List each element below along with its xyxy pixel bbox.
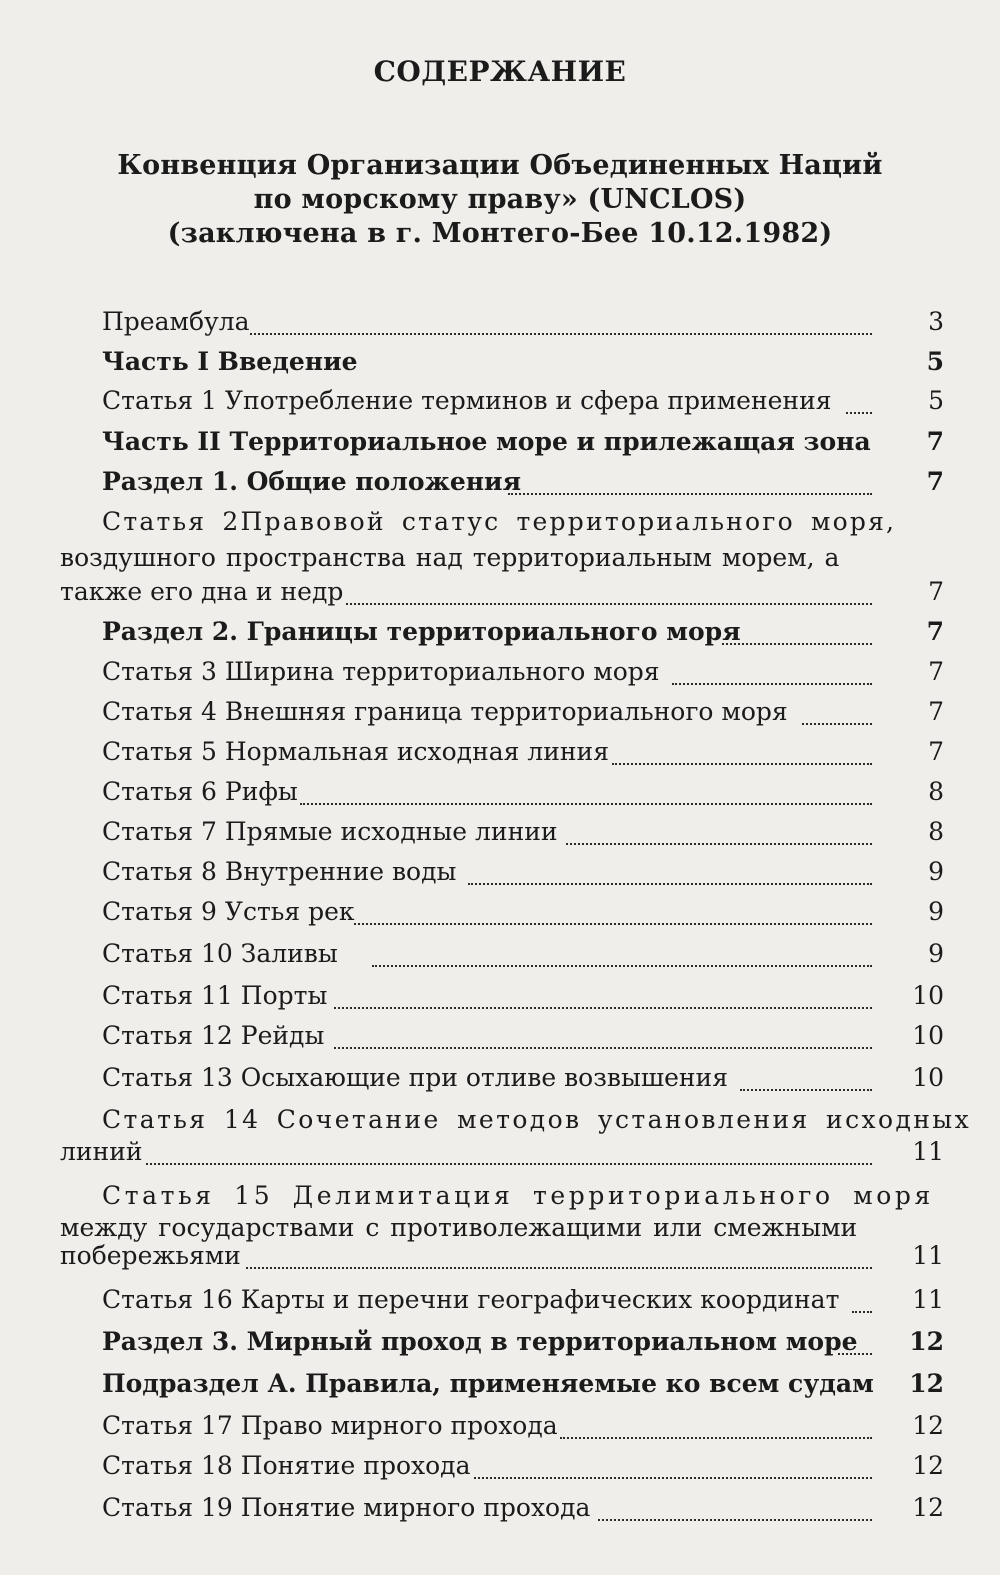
toc-entry-label: Раздел 2. Границы территориального моря <box>102 617 741 646</box>
dot-leader <box>672 683 872 685</box>
dot-leader <box>146 1163 872 1165</box>
toc-entry-label-line-2: линий <box>60 1137 143 1166</box>
dot-leader <box>740 1089 872 1091</box>
dot-leader <box>722 643 872 645</box>
toc-page-number: 11 <box>912 1137 944 1166</box>
toc-entry-label: Статья 5 Нормальная исходная линия <box>102 737 609 766</box>
toc-entry-label: Часть II Территориальное море и прилежащая зона <box>102 427 871 456</box>
toc-entry-label: Статья 19 Понятие мирного прохода <box>102 1493 591 1522</box>
convention-title-line-2: по морскому праву» (UNCLOS) <box>253 184 747 215</box>
toc-entry-label-line-3: также его дна и недр <box>60 577 344 606</box>
toc-page-number: 5 <box>928 386 944 415</box>
toc-page-number: 11 <box>912 1285 944 1314</box>
toc-entry-label-line-1: Статья 15 Делимитация территориального моря <box>102 1181 934 1210</box>
toc-entry-label-line-1: Статья 2Правовой статус территориального моря, <box>102 507 897 536</box>
toc-page-number: 7 <box>928 697 944 726</box>
toc-page-number: 12 <box>912 1451 944 1480</box>
toc-entry-label: Статья 12 Рейды <box>102 1021 325 1050</box>
toc-entry-label: Подраздел А. Правила, применяемые ко всем судам <box>102 1369 874 1398</box>
toc-page-number: 8 <box>928 777 944 806</box>
toc-entry-label: Статья 17 Право мирного прохода <box>102 1411 558 1440</box>
convention-title-line-3: (заключена в г. Монтего-Бее 10.12.1982) <box>167 218 833 249</box>
dot-leader <box>612 763 872 765</box>
toc-page-number: 9 <box>928 857 944 886</box>
dot-leader <box>508 493 872 495</box>
toc-page-number: 12 <box>909 1327 944 1356</box>
dot-leader <box>246 1267 872 1269</box>
dot-leader <box>838 1353 872 1355</box>
toc-page-number: 7 <box>928 577 944 606</box>
toc-page-number: 8 <box>928 817 944 846</box>
dot-leader <box>334 1007 872 1009</box>
toc-page-number: 10 <box>912 1021 944 1050</box>
toc-page-number: 12 <box>909 1369 944 1398</box>
toc-entry-label: Статья 13 Осыхающие при отливе возвышения <box>102 1063 728 1092</box>
toc-page-number: 7 <box>928 737 944 766</box>
toc-page-number: 9 <box>928 939 944 968</box>
toc-entry-label: Статья 7 Прямые исходные линии <box>102 817 558 846</box>
toc-page-number: 12 <box>912 1493 944 1522</box>
toc-entry-label: Раздел 1. Общие положения <box>102 467 522 496</box>
dot-leader <box>346 603 872 605</box>
dot-leader <box>334 1047 872 1049</box>
toc-page-number: 10 <box>912 1063 944 1092</box>
dot-leader <box>560 1437 872 1439</box>
dot-leader <box>852 1311 872 1313</box>
toc-entry-label: Статья 18 Понятие прохода <box>102 1451 471 1480</box>
toc-page-number: 7 <box>926 467 944 496</box>
dot-leader <box>300 803 872 805</box>
dot-leader <box>468 883 872 885</box>
toc-entry-label: Статья 4 Внешняя граница территориального моря <box>102 697 788 726</box>
toc-entry-label: Статья 10 Заливы <box>102 939 338 968</box>
toc-entry-label-line-2: между государствами с противолежащими или смежными <box>60 1213 858 1242</box>
toc-entry-label: Статья 16 Карты и перечни географических координат <box>102 1285 840 1314</box>
toc-entry-label-line-2: воздушного пространства над территориальным морем, а <box>60 543 840 572</box>
dot-leader <box>372 965 872 967</box>
toc-page-number: 12 <box>912 1411 944 1440</box>
toc-entry-label: Статья 9 Устья рек <box>102 897 355 926</box>
dot-leader <box>846 412 872 414</box>
toc-entry-label-line-3: побережьями <box>60 1241 241 1270</box>
dot-leader <box>250 333 872 335</box>
dot-leader <box>802 723 872 725</box>
dot-leader <box>566 843 872 845</box>
toc-page-number: 7 <box>928 657 944 686</box>
toc-entry-label-line-1: Статья 14 Сочетание методов установления исходных <box>102 1105 972 1134</box>
toc-entry-label: Статья 11 Порты <box>102 981 328 1010</box>
toc-page-number: 3 <box>928 307 944 336</box>
toc-entry-label: Статья 1 Употребление терминов и сфера применения <box>102 386 832 415</box>
page-title: СОДЕРЖАНИЕ <box>373 55 627 88</box>
toc-page-number: 7 <box>926 617 944 646</box>
convention-title-line-1: Конвенция Организации Объединенных Наций <box>117 150 883 181</box>
toc-page-number: 9 <box>928 897 944 926</box>
toc-entry-label: Статья 8 Внутренние воды <box>102 857 457 886</box>
dot-leader <box>474 1477 872 1479</box>
toc-page-number: 5 <box>926 347 944 376</box>
toc-entry-label: Преамбула <box>102 307 250 336</box>
toc-page-number: 7 <box>926 427 944 456</box>
dot-leader <box>354 923 872 925</box>
toc-page-number: 10 <box>912 981 944 1010</box>
toc-page-number: 11 <box>912 1241 944 1270</box>
toc-entry-label: Раздел 3. Мирный проход в территориальном море <box>102 1327 858 1356</box>
toc-entry-label: Статья 3 Ширина территориального моря <box>102 657 660 686</box>
toc-entry-label: Часть I Введение <box>102 347 358 376</box>
toc-entry-label: Статья 6 Рифы <box>102 777 298 806</box>
dot-leader <box>598 1519 872 1521</box>
